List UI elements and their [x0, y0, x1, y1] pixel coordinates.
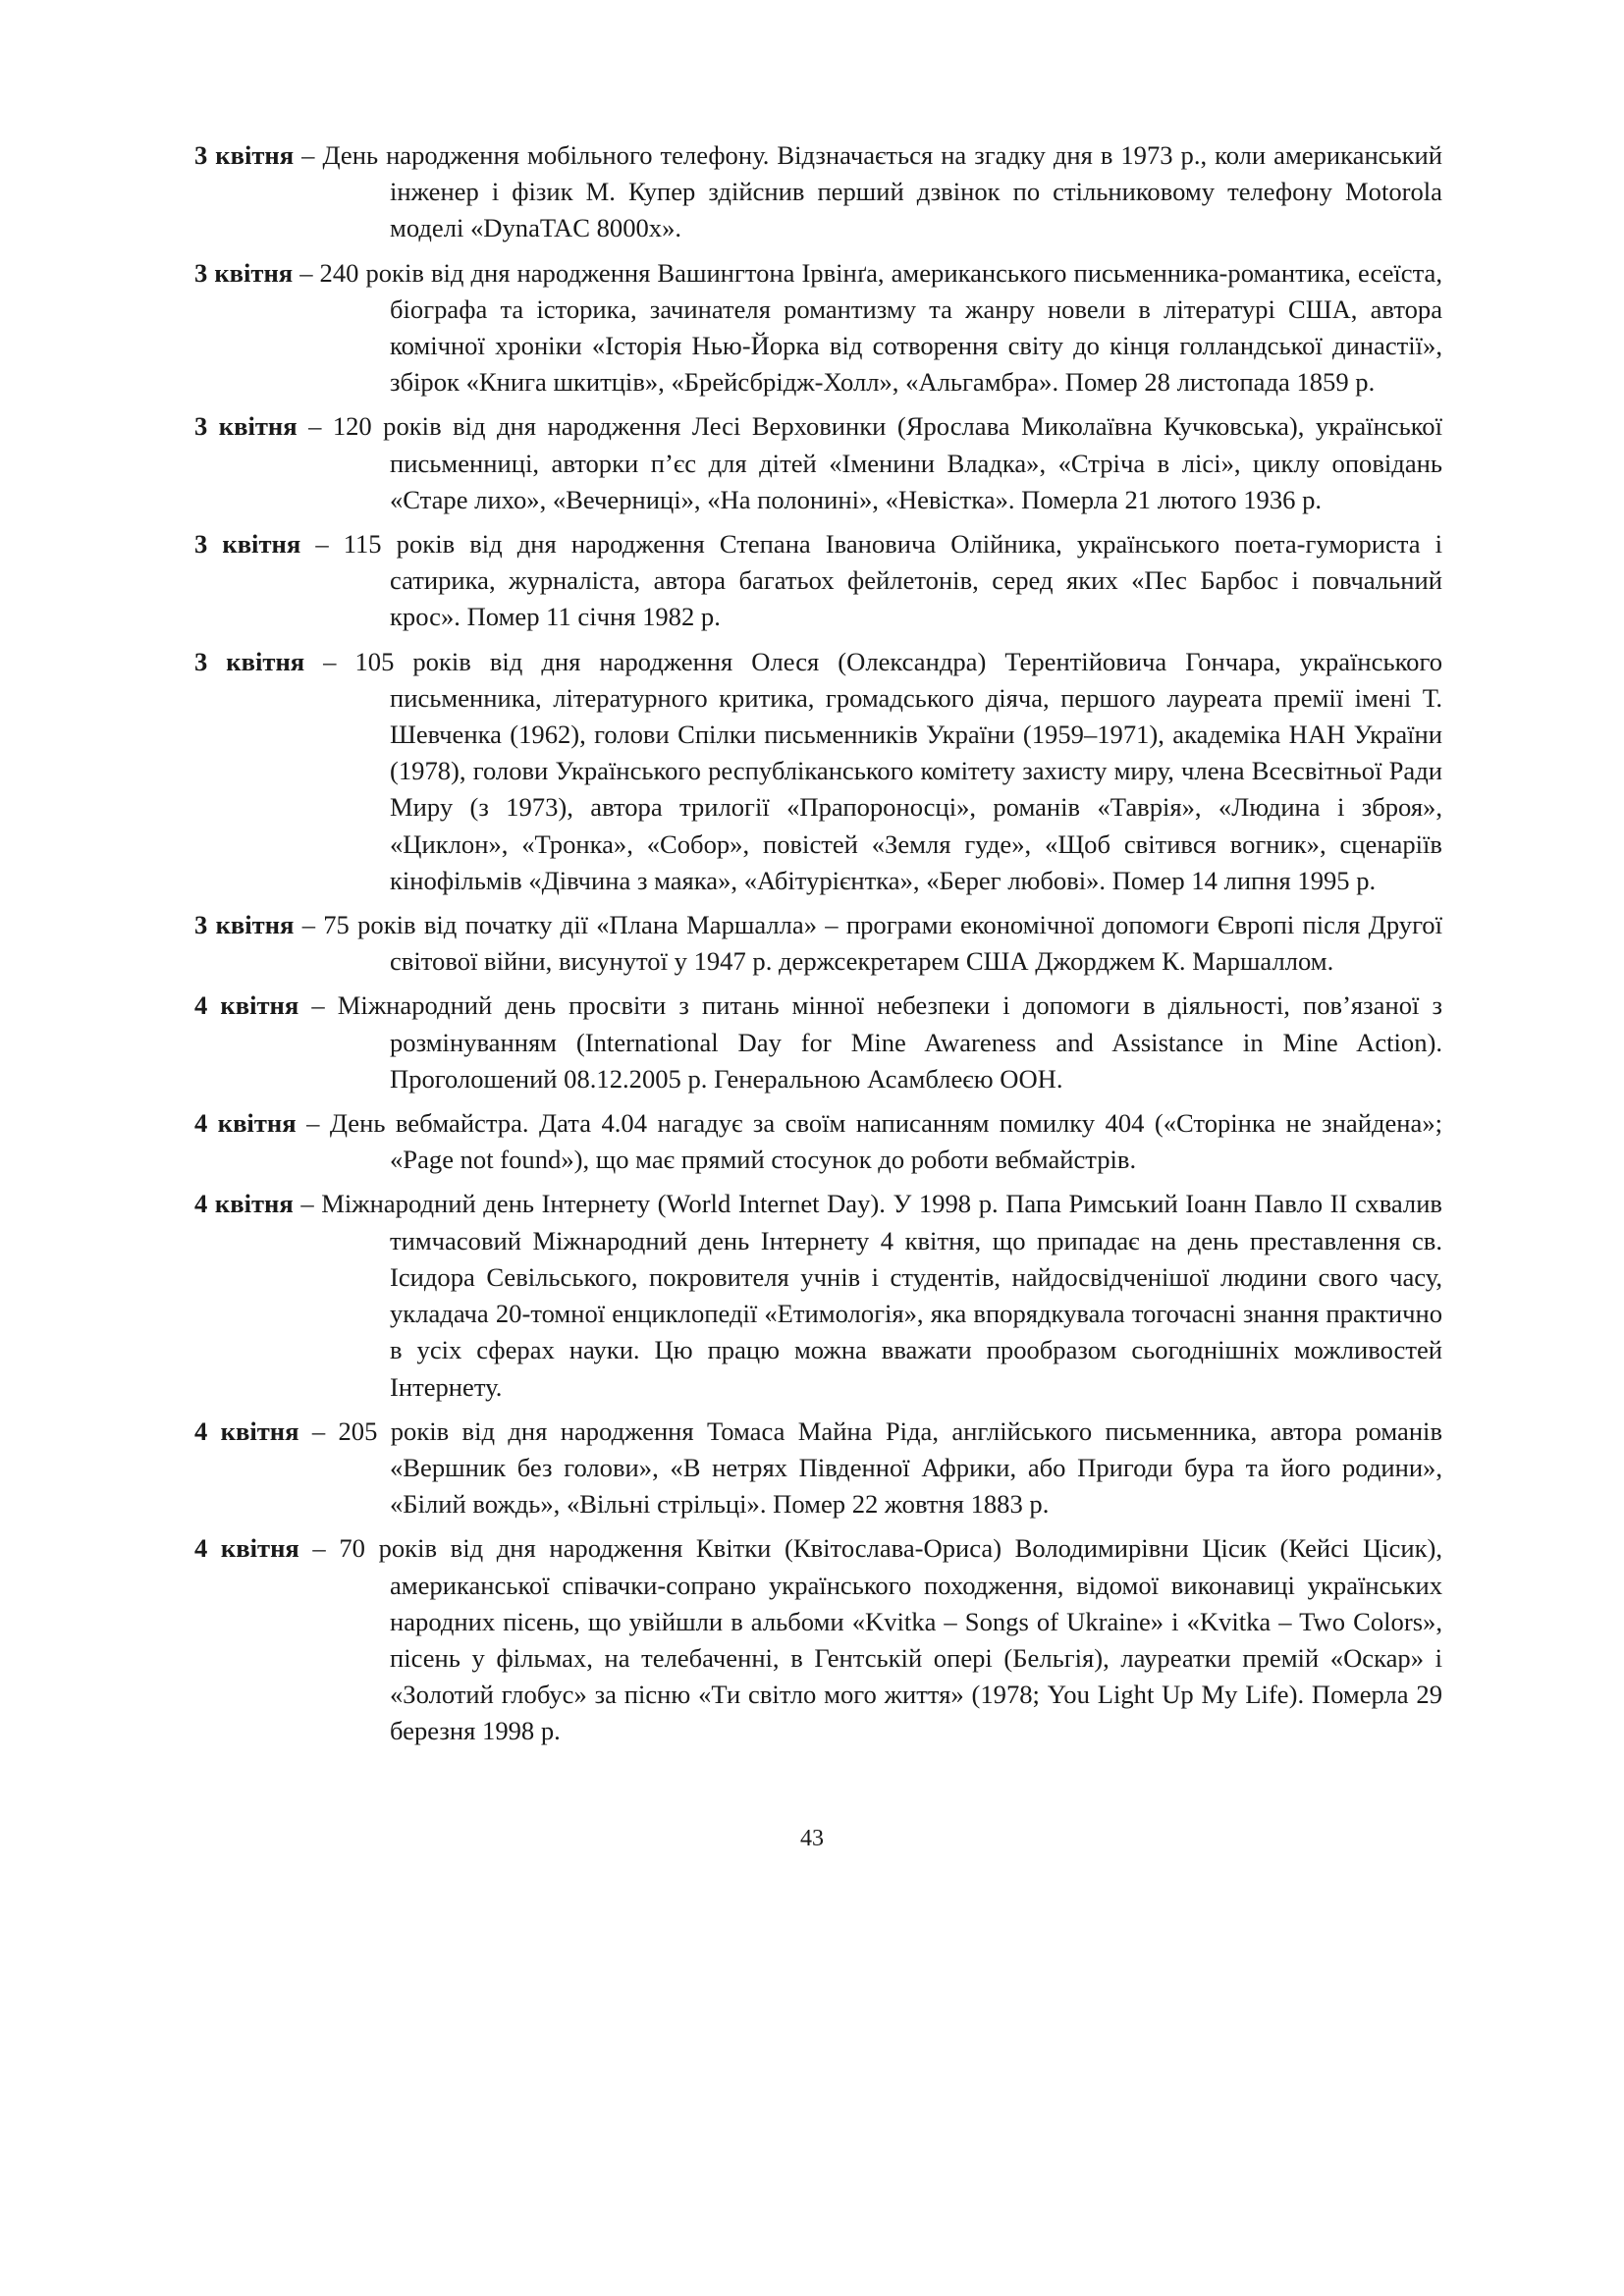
- calendar-entry: [194, 907, 1442, 980]
- entry-date: 3 квітня: [194, 257, 294, 288]
- page-content: [194, 137, 1442, 1758]
- entry-text: – День народження мобільного телефону. Відзначається на згадку дня в 1973 р., коли американський інженер і фізик М. Купер здійснив перший дзвінок по стільниковому телефону Motorola моделі «DynaTAC 8000x».: [294, 140, 1443, 243]
- entry-date: 3 квітня: [194, 529, 301, 560]
- entry-date: 4 квітня: [194, 1108, 297, 1139]
- entry-text: – Міжнародний день просвіти з питань мінної небезпеки і допомоги в діяльності, пов’язаної з розмінуванням (International Day for Mine Awareness and Assistance in Mine Action). Проголошений 08.12.2005 р. Генеральною Асамблеєю ООН.: [298, 990, 1443, 1094]
- page-number: 43: [800, 1826, 824, 1851]
- calendar-entry: [194, 137, 1442, 247]
- calendar-entry: [194, 1414, 1442, 1523]
- entry-text: – 120 років від дня народження Лесі Верховинки (Ярослава Миколаївна Кучковська), української письменниці, авторки п’єс для дітей «Іменини Владка», «Стріча в лісі», циклу оповідань «Старе лихо», «Вечерниці», «На полонині», «Невістка». Померла 21 лютого 1936 р.: [297, 411, 1442, 514]
- entry-date: 4 квітня: [194, 1189, 294, 1219]
- entry-text: – Міжнародний день Інтернету (World Internet Day). У 1998 р. Папа Римський Іоанн Павло ІІ схвалив тимчасовий Міжнародний день Інтернету 4 квітня, що припадає на день преставлення св. Ісидора Севільського, покровителя учнів і студентів, найдосвідченішої людини свого часу, укладача 20-томної енциклопедії «Етимологія», яка впорядкувала тогочасні знання практично в усіх сферах науки. Цю працю можна вважати прообразом сьогоднішніх можливостей Інтернету.: [293, 1189, 1442, 1402]
- entry-date: 3 квітня: [194, 910, 295, 940]
- entry-date: 3 квітня: [194, 140, 295, 170]
- entry-date: 4 квітня: [194, 990, 299, 1021]
- entry-text: – 240 років від дня народження Вашингтона Ірвінґа, американського письменника-романтика, есеїста, біографа та історика, зачинателя романтизму та жанру новели в літературі США, автора комічної хроніки «Історія Нью-Йорка від сотворення світу до кінця голландської династії», збірок «Книга шкитців», «Брейсбрідж-Холл», «Альгамбра». Помер 28 листопада 1859 р.: [293, 257, 1443, 398]
- entry-date: 3 квітня: [194, 411, 298, 442]
- entry-text: – 70 років від дня народження Квітки (Квітослава-Ориса) Володимирівни Цісик (Кейсі Цісик), американської співачки-сопрано українського походження, відомої виконавиці українських народних пісень, що увійшли в альбоми «Kvitka – Songs of Ukraine» і «Kvitka – Two Colors», пісень у фільмах, на телебаченні, в Гентській опері (Бельгія), лауреатки премій «Оскар» і «Золотий глобус» за пісню «Ти світло мого життя» (1978; You Light Up My Life). Померла 29 березня 1998 р.: [298, 1533, 1443, 1746]
- calendar-entry: [194, 408, 1442, 518]
- calendar-entry: [194, 1530, 1442, 1749]
- calendar-entry: [194, 644, 1442, 899]
- entry-date: 3 квітня: [194, 646, 305, 676]
- calendar-entry: [194, 526, 1442, 636]
- calendar-entry: [194, 1186, 1442, 1405]
- entry-text: – 105 років від дня народження Олеся (Олександра) Терентійовича Гончара, українського письменника, літературного критика, громадського діяча, першого лауреата премії імені Т. Шевченка (1962), голови Спілки письменників України (1959–1971), академіка НАН України (1978), голови Українського республіканського комітету захисту миру, члена Всесвітньої Ради Миру (з 1973), автора трилогії «Прапороносці», романів «Таврія», «Людина і зброя», «Циклон», «Тронка», «Собор», повістей «Земля гуде», «Щоб світився вогник», сценаріїв кінофільмів «Дівчина з маяка», «Абітурієнтка», «Берег любові». Помер 14 липня 1995 р.: [304, 646, 1442, 895]
- calendar-entry: [194, 988, 1442, 1097]
- entry-date: 4 квітня: [194, 1533, 299, 1564]
- entry-date: 4 квітня: [194, 1415, 299, 1446]
- entry-text: – 75 років від початку дії «Плана Маршалла» – програми економічної допомоги Європі після Другої світової війни, висунутої у 1947 р. держсекретарем США Джорджем К. Маршаллом.: [294, 910, 1442, 977]
- calendar-entry: [194, 1105, 1442, 1178]
- entry-text: – 205 років від дня народження Томаса Майна Ріда, англійського письменника, автора романів «Вершник без голови», «В нетрях Південної Африки, або Пригоди бура та його родини», «Білий вождь», «Вільні стрільці». Помер 22 жовтня 1883 р.: [298, 1415, 1442, 1520]
- calendar-entry: [194, 255, 1442, 401]
- entry-text: – 115 років від дня народження Степана Івановича Олійника, українського поета-гумориста і сатирика, журналіста, автора багатьох фейлетонів, серед яких «Пес Барбос і повчальний крос». Помер 11 січня 1982 р.: [300, 529, 1443, 632]
- entry-text: – День вебмайстра. Дата 4.04 нагадує за своїм написанням помилку 404 («Сторінка не знайдена»; «Page not found»), що має прямий стосунок до роботи вебмайстрів.: [296, 1108, 1443, 1175]
